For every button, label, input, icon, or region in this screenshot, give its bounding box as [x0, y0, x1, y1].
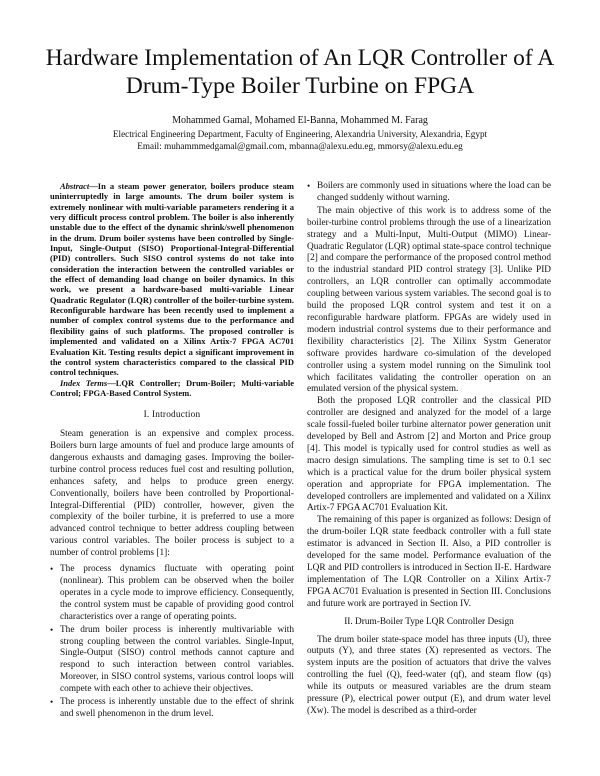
state-space-paragraph: The drum boiler state-space model has three inputs (U), three outputs (Y), and three states (X) represented as vectors. The system inputs are the position of actuators that drive the valves controlling the fuel (Q), feed-water (qf), and steam flow (qs) while its outputs or measured variables are the drum steam pressure (P), electrical power output (E), and drum water level (Xw). The model is described as a third-order: [307, 634, 551, 716]
paper-title: Hardware Implementation of An LQR Controller of A Drum-Type Boiler Turbine on FPGA: [45, 45, 555, 99]
index-terms: [50, 378, 294, 399]
organization-paragraph: The remaining of this paper is organized as follows: Design of the drum-boiler LQR state feedback controller with a full state estimator is advanced in Section II. Also, a PID controller is developed for the same model. Performance evaluation of the LQR and PID controllers is introduced in Section II-E. Hardware implementation of The LQR Controller on a Xilinx Artix-7 FPGA AC701 Evaluation is presented in Section III. Conclusions and future work are portrayed in Section IV.: [307, 515, 551, 609]
list-item: • Boilers are commonly used in situations where the load can be changed suddenly without warning.: [307, 181, 551, 203]
section-heading-introduction: I. Introduction: [143, 410, 201, 421]
bullet-icon: •: [307, 181, 311, 191]
list-item: • The drum boiler process is inherently multivariable with strong coupling between the control variables. Single-Input, Single-Output (SISO) control methods cannot capture and respond to such interaction between control variables. Moreover, in SISO control systems, various control loops will compete with each other to achieve their objectives.: [50, 624, 294, 695]
list-item: • The process dynamics fluctuate with operating point (nonlinear). This problem can be observed when the boiler operates in a cycle mode to improve efficiency. Consequently, the control system must be capable of providing good control characteristics over a range of operating points.: [50, 564, 294, 622]
left-column: [50, 181, 294, 722]
objective-paragraph: The main objective of this work is to address some of the boiler-turbine control problems through the use of a linearization strategy and a Multi-Input, Multi-Output (MIMO) Linear-Quadratic Regulator (LQR) optimal state-space control technique [2] and compare the performance of the proposed control method to the industrial standard PID control strategy [3]. Unlike PID controllers, an LQR controller can optimally accommodate coupling between various system variables. The second goal is to build the proposed LQR control system and test it on a reconfigurable hardware platform. FPGAs are widely used in modern industrial control systems due to their performance and flexibility characteristics [2]. The Xilinx Systm Generator software provides hardware co-simulation of the developed controller using a system model running on the Simulink tool which facilitates validating the controller operation on an emulated version of the physical system.: [307, 205, 551, 395]
bullet-icon: •: [50, 564, 54, 575]
email-line: Email: muhammmedgamal@gmail.com, mbanna@alexu.edu.eg, mmorsy@alexu.edu.eg: [137, 141, 463, 151]
affiliation: Electrical Engineering Department, Faculty of Engineering, Alexandria University, Alexandria, Egypt: [112, 129, 488, 139]
section-heading-design: II. Drum-Boiler Type LQR Controller Design: [344, 616, 514, 627]
bullet-icon: •: [50, 697, 54, 708]
right-column: [307, 181, 551, 718]
index-terms-label: Index Terms: [60, 377, 108, 388]
problem-list: [50, 564, 294, 721]
model-paragraph: Both the proposed LQR controller and the classical PID controller are designed and analyzed for the model of a large scale fossil-fueled boiler turbine alternator power generation unit developed by Bell and Astrom [2] and Morton and Price group [4]. This model is typically used for control studies as well as macro design simulations. The sampling time is set to 0.1 sec which is a practical value for the drum boiler physical system operation and appropriate for FPGA implementation. The developed controllers are implemented and validated on a Xilinx Artix-7 FPGA AC701 Evaluation Kit.: [307, 396, 551, 514]
abstract-label: Abstract: [60, 181, 90, 191]
problem-list-continued: [307, 181, 551, 205]
index-terms-text: —LQR Controller; Drum-Boiler; Multi-variable Control; FPGA-Based Control System.: [50, 377, 294, 398]
bullet-icon: •: [50, 624, 54, 635]
abstract-text: —In a steam power generator, boilers produce steam uninterruptedly in large amounts. The drum boiler system is extremely nonlinear with multi-variable parameters rendering it a very difficult process control problem. The boiler is also inherently unstable due to the effect of the dynamic shrink/swell phenomenon in the drum. Drum boiler systems have been controlled by Single-Input, Single-Output (SISO) Proportional-Integral-Differential (PID) controllers. Such SISO control systems do not take into consideration the interaction between the controlled variables or the effect of demanding load change on boiler dynamics. In this work, we present a hardware-based multi-variable Linear Quadratic Regulator (LQR) controller of the boiler-turbine system. Reconfigurable hardware has been recently used to implement a number of complex control systems due to the performance and flexibility gains of such platforms. The proposed controller is implemented and validated on a Xilinx Artix-7 FPGA AC701 Evaluation Kit. Testing results depict a significant improvement in the control system characteristics compared to the classical PID control techniques.: [50, 181, 294, 378]
list-item: • The process is inherently unstable due to the effect of shrink and swell phenomenon in the drum level.: [50, 697, 294, 719]
abstract: [50, 181, 294, 378]
authors: Mohammed Gamal, Mohamed El-Banna, Mohammed M. Farag: [172, 115, 428, 126]
intro-paragraph: Steam generation is an expensive and complex process. Boilers burn large amounts of fuel and produce large amounts of dangerous exhausts and damaging gases. Improving the boiler-turbine control process reduces fuel cost and resulting pollution, enhances safety, and helps to produce green energy. Conventionally, boilers have been controlled by Proportional-Integral-Differential (PID) controller, however, given the complexity of the boiler turbine, it is preferred to use a more advanced control technique to better address coupling between various control variables. The boiler process is subject to a number of control problems [1]:: [50, 429, 294, 559]
